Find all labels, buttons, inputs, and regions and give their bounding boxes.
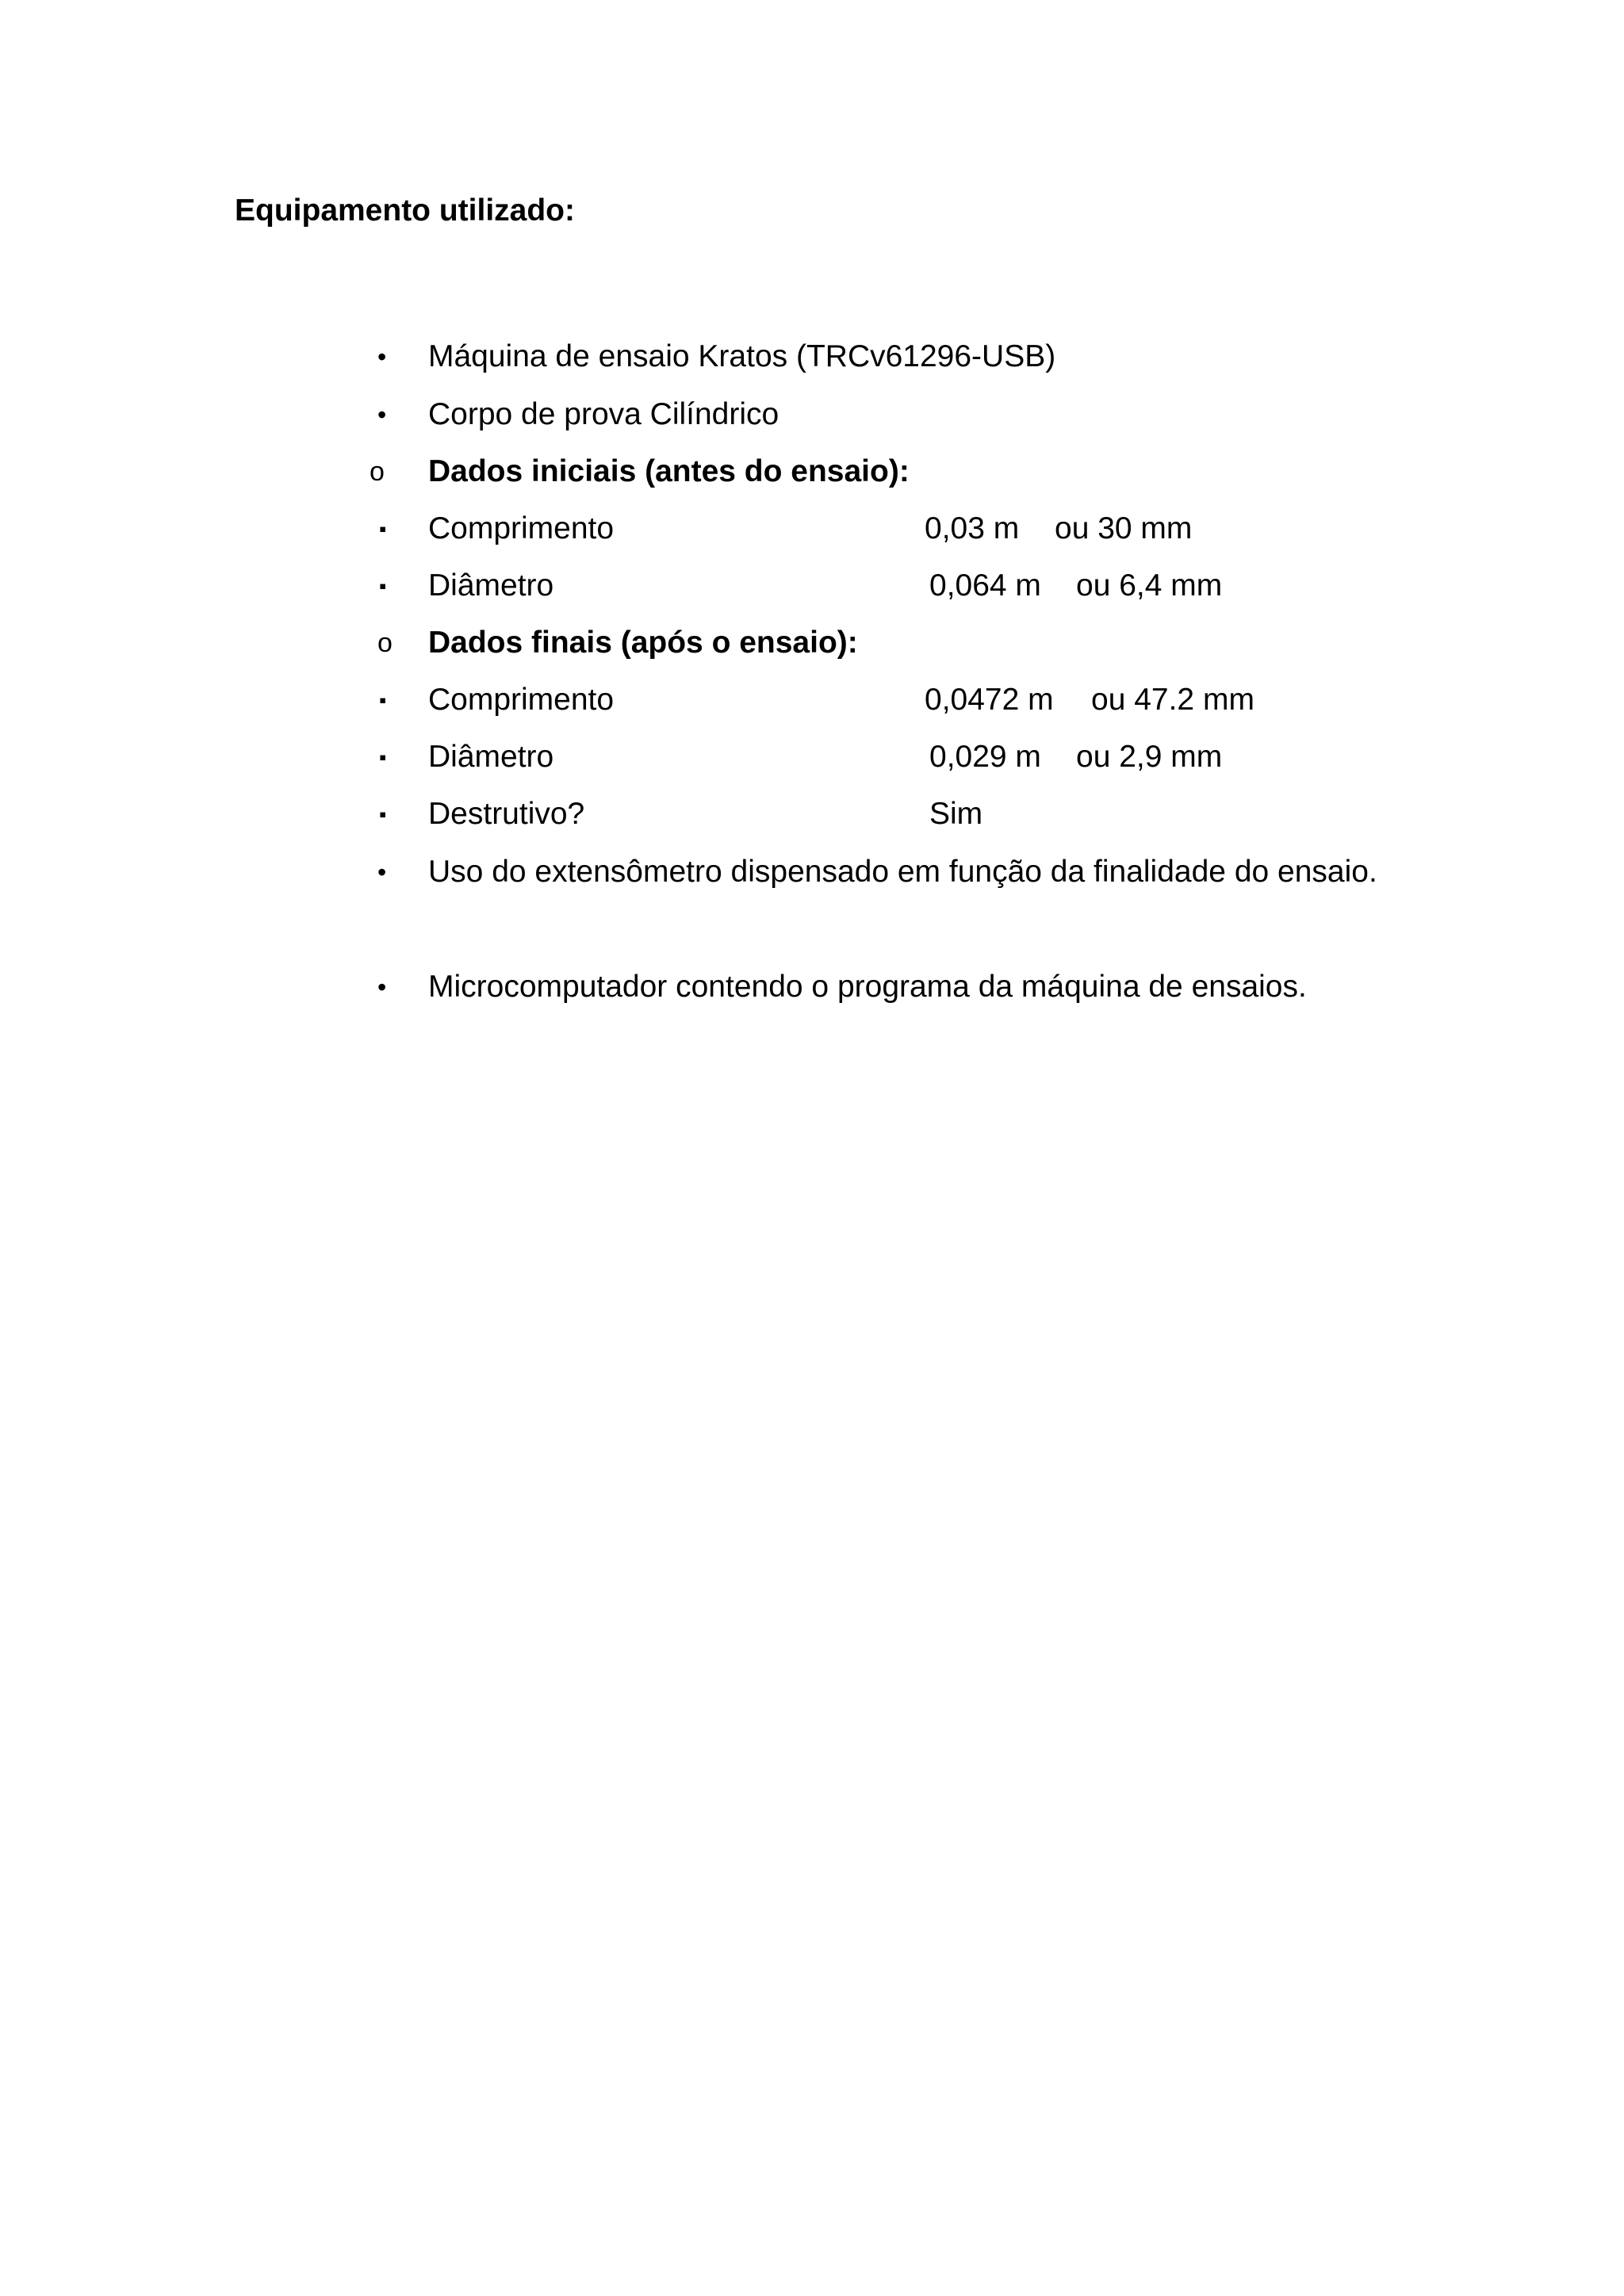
bullet-icon: • <box>377 858 387 886</box>
data-value: 0,064 m <box>929 568 1041 603</box>
subheading-text: Dados iniciais (antes do ensaio): <box>428 454 910 488</box>
bullet-icon: • <box>377 342 387 371</box>
data-row-initial-length <box>0 510 1624 557</box>
list-item-machine <box>0 338 1624 385</box>
data-label: Comprimento <box>428 511 615 545</box>
data-value: 0,029 m <box>929 740 1041 774</box>
circle-bullet-icon: o <box>377 628 393 658</box>
data-label: Comprimento <box>428 683 615 717</box>
data-value: Sim <box>929 797 983 831</box>
subheading-text: Dados finais (após o ensaio): <box>428 626 858 660</box>
square-bullet-icon: ▪ <box>379 517 387 541</box>
list-item-text: Uso do extensômetro dispensado em função da finalidade do ensaio. <box>428 855 1377 889</box>
square-bullet-icon: ▪ <box>379 802 387 826</box>
section-heading: Equipamento utilizado: <box>235 193 575 228</box>
list-item-computer <box>0 968 1624 1016</box>
subheading-final-data <box>0 624 1624 672</box>
data-row-final-diameter <box>0 738 1624 786</box>
data-label: Destrutivo? <box>428 797 585 831</box>
data-alt-value: ou 30 mm <box>1055 511 1193 545</box>
data-alt-value: ou 2,9 mm <box>1076 740 1223 774</box>
list-item-text: Máquina de ensaio Kratos (TRCv61296-USB) <box>428 339 1056 373</box>
data-value: 0,0472 m <box>925 683 1054 717</box>
square-bullet-icon: ▪ <box>379 688 387 712</box>
list-item-text: Corpo de prova Cilíndrico <box>428 397 779 431</box>
data-alt-value: ou 47.2 mm <box>1091 683 1254 717</box>
data-label: Diâmetro <box>428 568 554 603</box>
square-bullet-icon: ▪ <box>379 574 387 598</box>
circle-bullet-icon: o <box>370 457 385 487</box>
list-item-specimen <box>0 396 1624 443</box>
list-item-text: Microcomputador contendo o programa da máquina de ensaios. <box>428 970 1307 1004</box>
data-row-final-length <box>0 681 1624 729</box>
data-value: 0,03 m <box>925 511 1020 545</box>
list-item-extensometer <box>0 844 1624 962</box>
bullet-icon: • <box>377 973 387 1001</box>
data-label: Diâmetro <box>428 740 554 774</box>
bullet-icon: • <box>377 400 387 429</box>
data-row-destructive <box>0 795 1624 843</box>
square-bullet-icon: ▪ <box>379 745 387 769</box>
data-row-initial-diameter <box>0 567 1624 614</box>
subheading-initial-data <box>0 453 1624 500</box>
data-alt-value: ou 6,4 mm <box>1076 568 1223 603</box>
